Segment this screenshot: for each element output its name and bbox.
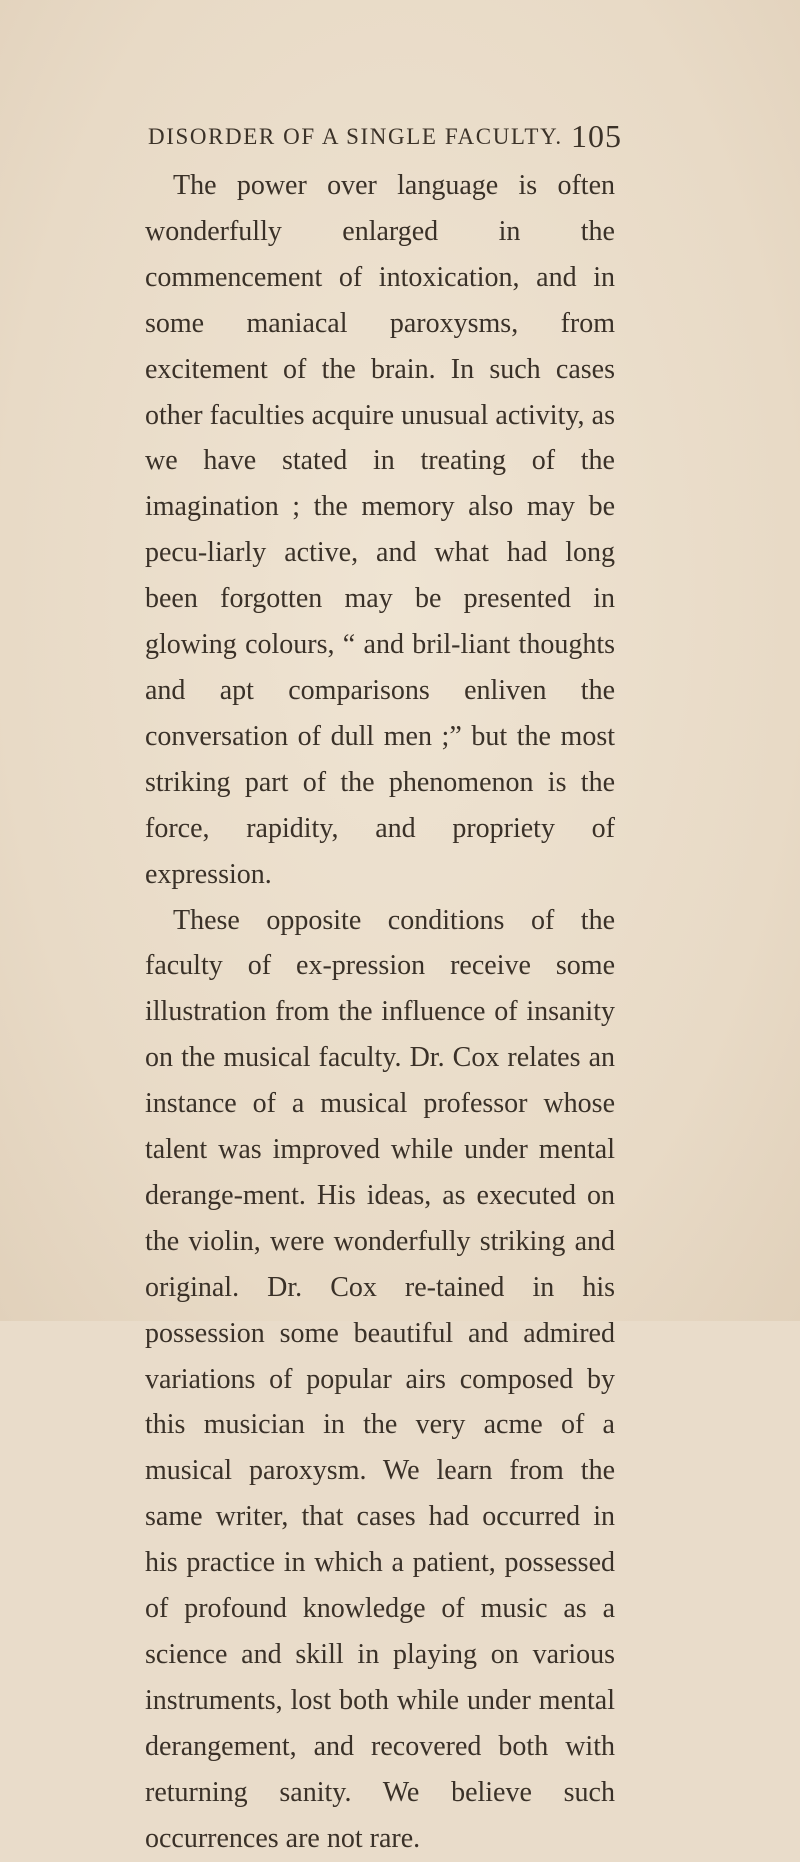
page-number: 105 (571, 118, 622, 154)
running-head: DISORDER OF A SINGLE FACULTY. (148, 124, 563, 149)
body-text (145, 163, 615, 1862)
page-header (148, 118, 622, 158)
paragraph: These opposite conditions of the faculty of ex-pression receive some illustration from the influence of insanity on the musical faculty. Dr. Cox relates an instance of a musical professor whose talent was improved while under mental derange-ment. His ideas, as executed on the violin, were wonderfully striking and original. Dr. Cox re-tained in his possession some beautiful and admired variations of popular airs composed by this musician in the very acme of a musical paroxysm. We learn from the same writer, that cases had occurred in his practice in which a patient, possessed of profound knowledge of music as a science and skill in playing on various instruments, lost both while under mental derangement, and recovered both with returning sanity. We believe such occurrences are not rare. (145, 904, 615, 1854)
paragraph: The power over language is often wonderfully enlarged in the commencement of intoxication, and in some maniacal paroxysms, from excitement of the brain. In such cases other faculties acquire unusual activity, as we have stated in treating of the imagination ; the memory also may be pecu-liarly active, and what had long been forgotten may be presented in glowing colours, “ and bril-liant thoughts and apt comparisons enliven the conversation of dull men ;” but the most striking part of the phenomenon is the force, rapidity, and propriety of expression. (145, 170, 615, 890)
